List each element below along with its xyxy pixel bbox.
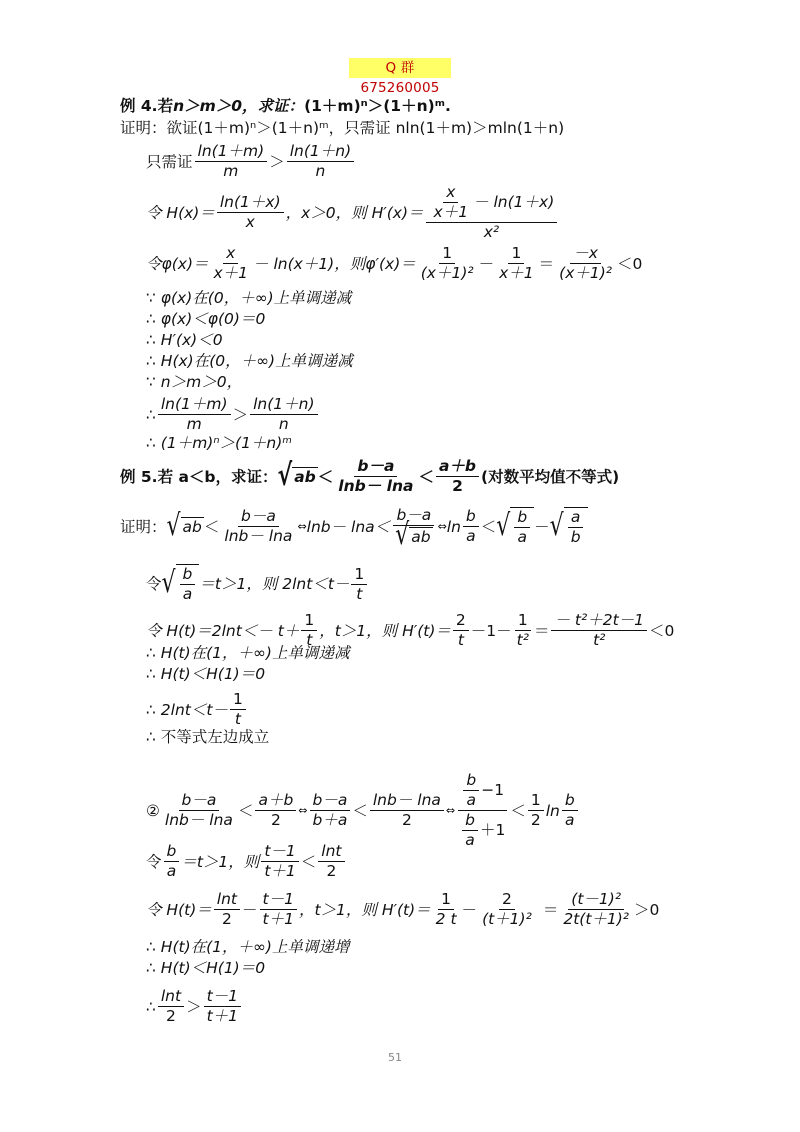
example-5-proof-line-1: 证明： √ ab ＜ b－a lnb－ lna ⇔ lnb－ lna＜ b－a √ ab ⇔ ln b a ＜ √ $\frac{b}{a}$ － √ $\frac{a}{b}$: [120, 506, 588, 547]
fraction: $\frac{b}{a}$: [514, 508, 530, 547]
fraction: ln(1＋x) x: [217, 193, 284, 232]
fraction: ln(1＋n) n: [250, 395, 317, 434]
example-4-define-H: 令 H(x)＝ ln(1＋x) x ，x＞0，则 H′(x)＝ x x＋1 － ln(1＋x) x²: [146, 183, 559, 242]
fraction: 1 t²: [516, 611, 529, 649]
example-5-step-q2: ∴ H(t)＜H(1)＝0: [146, 959, 266, 977]
fraction: 1 2: [528, 791, 544, 830]
fraction: － t²＋2t－1 t²: [551, 611, 647, 650]
example-5-left-side-holds: ∴ 不等式左边成立: [146, 728, 270, 746]
fraction: a＋b 2: [255, 791, 296, 830]
example-4-step-4: ∴ H(x)在(0，＋∞)上单调递减: [146, 352, 353, 370]
fraction: b－a lnb－ lna: [338, 457, 414, 495]
fraction: 1 (x＋1)²: [420, 244, 474, 282]
fraction: t－1 t＋1: [261, 842, 298, 881]
example-5-title: 例 5.若 a＜b，求证： √ ab ＜ b－a lnb－ lna ＜ a＋b 2 (对数平均值不等式): [120, 457, 620, 495]
sqrt-symbol: √ ab: [395, 518, 431, 553]
sqrt-symbol: √ ab: [277, 458, 316, 493]
example-4-define-phi: 令φ(x)＝ x x＋1 － ln(x＋1)，则φ′(x)＝ 1 (x＋1)² － 1 x＋1 ＝ －x (x＋1)² ＜0: [146, 244, 643, 282]
example-4-step-5: ∵ n＞m＞0，: [146, 373, 243, 391]
fraction: t－1 t＋1: [260, 890, 297, 929]
fraction: x x＋1: [433, 183, 469, 221]
sqrt-symbol: √ $\frac{a}{b}$: [550, 507, 588, 547]
fraction: 1 t: [301, 611, 317, 650]
example-4-step-2: ∴ φ(x)＜φ(0)＝0: [146, 310, 266, 328]
fraction: 1 t: [230, 690, 246, 729]
example-4-title: 例 4.若 n＞m＞0，求证： (1＋m)ⁿ＞(1＋n)ᵐ.: [120, 97, 451, 115]
fraction: b a: [463, 771, 479, 810]
fraction: b－a √ ab: [392, 506, 435, 547]
fraction: 2 (t＋1)²: [482, 890, 532, 928]
fraction: ln(1＋n) n: [287, 142, 354, 181]
sqrt-symbol: √ $\frac{b}{a}$: [162, 564, 200, 604]
example-5-step-q1: ∴ H(t)在(1，＋∞)上单调递增: [146, 938, 350, 956]
fraction: －x (x＋1)²: [559, 244, 613, 282]
page-number: 51: [388, 1051, 402, 1064]
fraction: x x＋1: [213, 244, 249, 282]
example-5-substitution-2: 令 b a ＝t＞1，则 t－1 t＋1 ＜ lnt 2: [146, 842, 347, 881]
fraction: $\frac{a}{b}$: [568, 508, 584, 547]
fraction: b a: [164, 842, 180, 881]
example-4-need-prove: 只需证 ln(1＋m) m ＞ ln(1＋n) n: [146, 142, 356, 181]
example-5-result-1: ∴ H(t)在(1，＋∞)上单调递减: [146, 644, 350, 662]
example-4-step-1: ∵ φ(x)在(0，＋∞)上单调递减: [146, 289, 352, 307]
sqrt-symbol: √ $\frac{b}{a}$: [496, 507, 534, 547]
fraction: lnt 2: [318, 842, 344, 881]
example-4-conclusion: ∴ (1＋m)ⁿ＞(1＋n)ᵐ: [146, 434, 292, 452]
fraction: $\frac{b}{a}$: [180, 565, 196, 604]
fraction: (t－1)² 2t(t＋1)²: [563, 890, 630, 928]
fraction: b a: [562, 791, 578, 830]
fraction: ln(1＋m) m: [195, 142, 268, 181]
example-4-proof-line-1: 证明：欲证(1＋m)ⁿ＞(1＋n)ᵐ，只需证 nln(1＋m)＞mln(1＋n): [120, 119, 565, 137]
fraction: lnb－ lna 2: [370, 791, 444, 830]
fraction: b－a b＋a: [310, 791, 351, 830]
fraction: b a: [463, 507, 479, 546]
fraction: lnt 2: [214, 890, 240, 929]
fraction: 2 t: [453, 611, 469, 650]
example-5-define-H2: 令 H(t)＝ lnt 2 － t－1 t＋1 ，t＞1，则 H′(t)＝ 1 2 t － 2 (t＋1)² ＝ (t－1)² 2t(t＋1)² ＞0: [146, 890, 660, 928]
fraction: lnt 2: [158, 987, 184, 1026]
example-5-step-q3: ∴ lnt 2 ＞ t－1 t＋1: [146, 987, 243, 1026]
qq-group-tag: Q 群 675260005: [349, 58, 451, 78]
fraction: 1 2 t: [435, 890, 457, 928]
example-5-substitution: 令 √ $\frac{b}{a}$ ＝t＞1，则 2lnt＜t－ 1 t: [146, 564, 369, 604]
fraction: a＋b 2: [436, 457, 479, 496]
example-5-result-2: ∴ H(t)＜H(1)＝0: [146, 665, 266, 683]
fraction: 1 t: [351, 565, 367, 604]
example-4-step-6: ∴ ln(1＋m) m ＞ ln(1＋n) n: [146, 395, 320, 434]
fraction: b－a lnb－ lna: [224, 507, 293, 545]
example-5-part-2: ② b－a lnb－ lna ＜ a＋b 2 ⇔ b－a b＋a ＜ lnb－ lna 2 ⇔ b a −1 b a ＋1 ＜ 1 2 ln b a: [146, 771, 580, 850]
sqrt-symbol: √ ab: [166, 508, 202, 543]
example-5-define-H1: 令 H(t)＝2lnt＜－ t＋ 1 t ，t＞1，则 H′(t)＝ 2 t －1－ 1 t² ＝ － t²＋2t－1 t² ＜0: [146, 611, 675, 649]
fraction: ln(1＋m) m: [158, 395, 231, 434]
fraction: x x＋1 － ln(1＋x) x²: [426, 183, 558, 242]
example-4-step-3: ∴ H′(x)＜0: [146, 331, 223, 349]
fraction: b a −1 b a ＋1: [457, 771, 508, 850]
fraction: t－1 t＋1: [204, 987, 241, 1026]
fraction: b a: [462, 811, 478, 850]
fraction: b－a lnb－ lna: [164, 791, 233, 829]
fraction: 1 x＋1: [499, 244, 534, 282]
example-5-result-3: ∴ 2lnt＜t－ 1 t: [146, 690, 248, 729]
